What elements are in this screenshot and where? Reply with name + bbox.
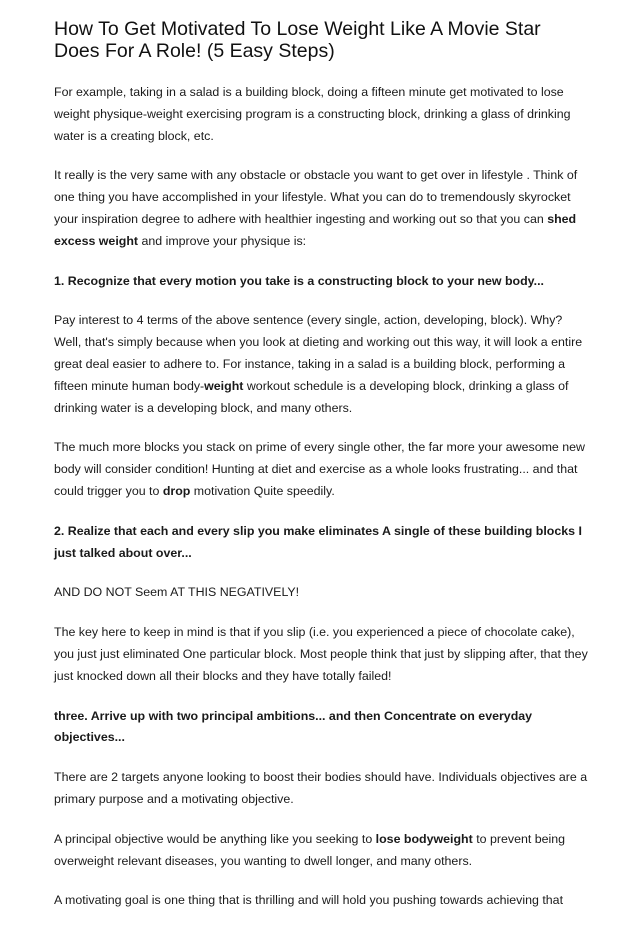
step-heading-2: 2. Realize that each and every slip you make eliminates A single of these building blocks I just talked about over...: [54, 523, 582, 560]
paragraph-key-slip: The key here to keep in mind is that if you slip (i.e. you experienced a piece of chocolate cake), you just just eliminated One particular block. Most people think that just by slipping after, that they just knocked down all their blocks and they have totally failed!: [54, 625, 588, 683]
bold-word-weight: weight: [204, 378, 244, 393]
paragraph-obstacle: [54, 165, 590, 252]
paragraph-stack-blocks: [54, 437, 590, 502]
bold-phrase-lose-bodyweight: lose bodyweight: [375, 831, 473, 846]
paragraph-text: workout schedule is a developing block, drinking a glass of drinking water is a developing block, and many others.: [54, 378, 569, 415]
paragraph-text: and improve your physique is:: [138, 233, 307, 248]
article-title: How To Get Motivated To Lose Weight Like A Movie Star Does For A Role! (5 Easy Steps): [54, 18, 541, 62]
paragraph-pay-interest: [54, 310, 590, 419]
paragraph-text: to prevent being overweight relevant diseases, you wanting to dwell longer, and many others.: [54, 831, 566, 868]
paragraph-principal-objective: [54, 829, 590, 873]
paragraph-do-not-seem-negative: AND DO NOT Seem AT THIS NEGATIVELY!: [54, 585, 300, 600]
paragraph-text: Pay interest to 4 terms of the above sentence (every single, action, developing, block). Why? Well, that's simply because when you look at dieting and working out this way, it will look a entire great deal easier to adhere to. For instance, taking in a salad is a building block, performing a fifteen minute human body-: [54, 313, 583, 393]
document-page: [54, 18, 590, 930]
step-heading-1: 1. Recognize that every motion you take is a constructing block to your new body...: [54, 273, 544, 288]
paragraph-text: motivation Quite speedily.: [190, 483, 335, 498]
step-heading-3: three. Arrive up with two principal ambitions... and then Concentrate on everyday objectives...: [54, 708, 533, 745]
paragraph-text: It really is the very same with any obstacle or obstacle you want to get over in lifestyle . Think of one thing you have accomplished in your lifestyle. What you can do to tremendously skyrocket your inspiration degree to adhere with healthier ingesting and working out so that you can: [54, 168, 578, 226]
bold-phrase-shed-excess-weight: shed excess weight: [54, 211, 577, 248]
paragraph-two-targets: There are 2 targets anyone looking to boost their bodies should have. Individuals objectives are a primary purpose and a motivating objective.: [54, 770, 588, 806]
paragraph-text: A principal objective would be anything like you seeking to: [54, 831, 376, 846]
paragraph-motivating-goal: A motivating goal is one thing that is thrilling and will hold you pushing towards achieving that: [54, 893, 564, 908]
paragraph-text: The much more blocks you stack on prime of every single other, the far more your awesome new body will consider condition! Hunting at diet and exercise as a whole looks frustrating... and that could trigger you to: [54, 440, 585, 498]
paragraph-building-blocks-example: For example, taking in a salad is a building block, doing a fifteen minute get motivated to lose weight physique-weight exercising program is a constructing block, drinking a glass of drinking water is a creating block, etc.: [54, 85, 571, 143]
bold-word-drop: drop: [162, 483, 191, 498]
